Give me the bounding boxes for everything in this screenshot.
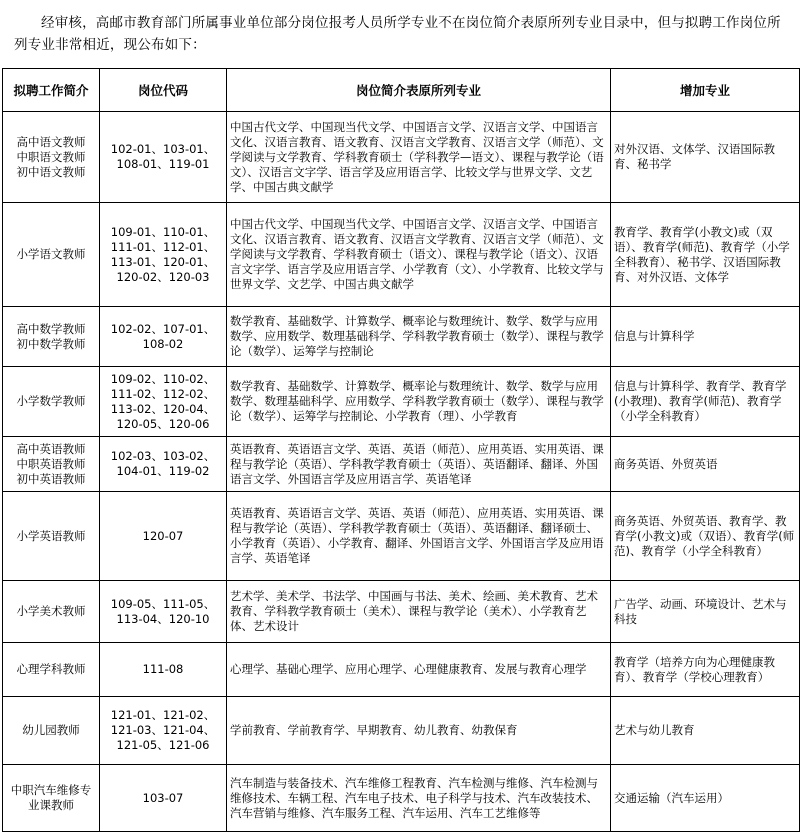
added-majors-cell: 广告学、动画、环境设计、艺术与科技	[611, 581, 800, 643]
code-cell	[100, 492, 227, 581]
code-cell-line: 120-02、120-03	[116, 269, 210, 284]
code-cell-line: 111-02、112-02、	[110, 386, 216, 401]
code-cell	[100, 307, 227, 367]
position-cell-line: 小学数学教师	[16, 394, 86, 408]
table-row	[3, 765, 800, 832]
table-row	[3, 203, 800, 307]
original-majors-cell: 艺术学、美术学、书法学、中国画与书法、美术、绘画、美术教育、艺术教育、学科教学教育硕士（美术）、课程与教学论（美术）、小学教育艺体、艺术设计	[227, 581, 611, 643]
table-row	[3, 581, 800, 643]
position-cell	[3, 765, 100, 832]
code-cell-line: 109-02、110-02、	[110, 371, 216, 386]
original-majors-cell: 英语教育、英语语言文学、英语、英语（师范）、应用英语、实用英语、课程与教学论（英语）、学科教学教育硕士（英语）、英语翻译、翻译硕士、小学教育（英语）、小学教育、翻译、外国语言文学、外国语言学及应用语言学、英语笔译	[227, 492, 611, 581]
code-cell-line: 102-01、103-01、	[110, 142, 216, 156]
code-cell-line: 113-01、120-01、	[110, 254, 216, 269]
table-body	[3, 112, 800, 832]
position-cell	[3, 643, 100, 697]
code-cell-line: 113-04、120-10	[116, 611, 210, 626]
position-cell-line: 中职英语教师	[16, 456, 86, 471]
original-majors-cell: 中国古代文学、中国现当代文学、中国语言文学、汉语言文学、中国语言文化、汉语言教育、语文教育、汉语言文学教育、汉语言文学（师范）、文学阅读与文学教育、学科教育硕士（学科教学—语文）、课程与教学论（语文）、汉语言文字学、语言学及应用语言学、比较文学与世界文学、文艺学、中国古典文献学	[227, 112, 611, 203]
header-code: 岗位代码	[100, 69, 227, 112]
code-cell-line: 103-07	[142, 790, 184, 805]
code-cell-line: 120-07	[142, 528, 184, 543]
position-cell	[3, 203, 100, 307]
position-cell-line: 心理学科教师	[16, 662, 86, 676]
code-cell-line: 120-05、120-06	[116, 416, 210, 431]
position-cell-line: 小学美术教师	[16, 604, 86, 618]
code-cell-line: 111-01、112-01、	[110, 239, 216, 254]
position-cell-line: 高中数学教师	[16, 321, 86, 336]
code-cell	[100, 697, 227, 765]
added-majors-cell: 艺术与幼儿教育	[611, 697, 800, 765]
code-cell	[100, 367, 227, 437]
header-original-majors: 岗位简介表原所列专业	[227, 69, 611, 112]
code-cell-line: 121-01、121-02、	[110, 708, 216, 722]
table-row	[3, 643, 800, 697]
header-added-majors: 增加专业	[611, 69, 800, 112]
original-majors-cell: 英语教育、英语语言文学、英语、英语（师范）、应用英语、实用英语、课程与教学论（英语）、学科教学教育硕士（英语）、英语翻译、翻译、外国语言文学、外国语言学及应用语言学、英语笔译	[227, 437, 611, 492]
position-cell-line: 高中英语教师	[16, 441, 86, 456]
position-cell	[3, 307, 100, 367]
added-majors-cell: 教育学、教育学(小教文)或（双语）、教育学(师范)、教育学（小学全科教育）、秘书学、汉语国际教育、对外汉语、文体学	[611, 203, 800, 307]
table-row	[3, 437, 800, 492]
table-row	[3, 112, 800, 203]
table-row	[3, 307, 800, 367]
position-cell-line: 初中语文教师	[16, 164, 86, 179]
position-cell-line: 幼儿园教师	[22, 723, 80, 737]
added-majors-cell: 信息与计算科学、教育学、教育学(小教理)、教育学(师范)、教育学（小学全科教育）	[611, 367, 800, 437]
position-cell	[3, 581, 100, 643]
position-cell	[3, 437, 100, 492]
position-cell-line: 初中数学教师	[16, 336, 86, 351]
code-cell-line: 113-02、120-04、	[110, 401, 216, 416]
original-majors-cell: 中国古代文学、中国现当代文学、中国语言文学、汉语言文学、中国语言文化、汉语言教育、语文教育、汉语言文学教育、汉语言文学（师范）、文学阅读与文学教育、学科教育硕士（语文）、课程与教学论（语文）、汉语言文字学、语言学及应用语言学、小学教育（文）、小学教育、比较文学与世界文学、文艺学、中国古典文献学	[227, 203, 611, 307]
code-cell-line: 102-03、103-02、	[110, 449, 216, 463]
added-majors-cell: 商务英语、外贸英语	[611, 437, 800, 492]
added-majors-cell: 商务英语、外贸英语、教育学、教育学(小教文)或（双语）、教育学(师范)、教育学（小学全科教育）	[611, 492, 800, 581]
position-cell	[3, 367, 100, 437]
position-cell	[3, 112, 100, 203]
position-cell-line: 初中英语教师	[16, 471, 86, 486]
code-cell-line: 109-01、110-01、	[110, 224, 216, 239]
code-cell-line: 104-01、119-02	[116, 464, 210, 478]
table-row	[3, 367, 800, 437]
original-majors-cell: 学前教育、学前教育学、早期教育、幼儿教育、幼教保育	[227, 697, 611, 765]
position-cell-line: 小学语文教师	[16, 247, 86, 261]
added-majors-cell: 交通运输（汽车运用）	[611, 765, 800, 832]
position-cell-line: 业课教师	[28, 798, 74, 812]
code-cell-line: 111-08	[142, 662, 184, 676]
original-majors-cell: 汽车制造与装备技术、汽车维修工程教育、汽车检测与维修、汽车检测与维修技术、车辆工程、汽车电子技术、电子科学与技术、汽车改装技术、汽车营销与维修、汽车服务工程、汽车运用、汽车工艺维修等	[227, 765, 611, 832]
position-cell-line: 高中语文教师	[16, 134, 86, 149]
code-cell-line: 108-01、119-01	[116, 157, 210, 171]
position-cell-line: 中职汽车维修专	[10, 783, 92, 797]
position-cell-line: 小学英语教师	[16, 528, 86, 543]
original-majors-cell: 数学教育、基础数学、计算数学、概率论与数理统计、数学、数学与应用数学、数理基础科学、应用数学、学科教学教育硕士（数学）、课程与教学论（数学）、运筹学与控制论、小学教育（理）、小学教育	[227, 367, 611, 437]
specialty-table	[2, 68, 800, 832]
code-cell-line: 108-02	[142, 336, 184, 351]
added-majors-cell: 信息与计算科学	[611, 307, 800, 367]
original-majors-cell: 数学教育、基础数学、计算数学、概率论与数理统计、数学、数学与应用数学、应用数学、数理基础科学、学科教学教育硕士（数学）、课程与教学论（数学）、运筹学与控制论	[227, 307, 611, 367]
table-row	[3, 492, 800, 581]
code-cell-line: 102-02、107-01、	[110, 321, 216, 336]
code-cell-line: 121-05、121-06	[116, 738, 210, 752]
intro-paragraph: 经审核，高邮市教育部门所属事业单位部分岗位报考人员所学专业不在岗位简介表原所列专业目录中，但与拟聘工作岗位所列专业非常相近，现公布如下：	[14, 15, 781, 53]
code-cell	[100, 643, 227, 697]
original-majors-cell: 心理学、基础心理学、应用心理学、心理健康教育、发展与教育心理学	[227, 643, 611, 697]
code-cell	[100, 765, 227, 832]
code-cell	[100, 203, 227, 307]
code-cell-line: 121-03、121-04、	[110, 723, 216, 737]
position-cell	[3, 697, 100, 765]
position-cell-line: 中职语文教师	[16, 149, 86, 164]
added-majors-cell: 教育学（培养方向为心理健康教育）、教育学（学校心理教育）	[611, 643, 800, 697]
header-position: 拟聘工作简介	[3, 69, 100, 112]
position-cell	[3, 492, 100, 581]
added-majors-cell: 对外汉语、文体学、汉语国际教育、秘书学	[611, 112, 800, 203]
table-row	[3, 697, 800, 765]
code-cell	[100, 437, 227, 492]
code-cell-line: 109-05、111-05、	[110, 596, 216, 611]
code-cell	[100, 581, 227, 643]
table-header-row	[3, 69, 800, 112]
code-cell	[100, 112, 227, 203]
